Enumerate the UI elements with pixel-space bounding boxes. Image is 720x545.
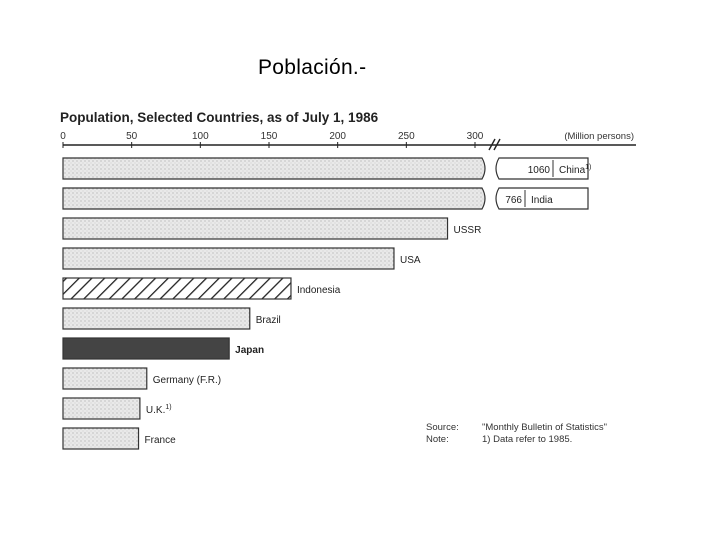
x-tick-label: 0 [60,131,66,142]
category-label: USSR [453,225,482,236]
source-text: "Monthly Bulletin of Statistics" [482,422,608,433]
note-text: 1) Data refer to 1985. [482,434,573,445]
unit-label: (Million persons) [564,131,634,142]
value-label: 1060 [527,165,550,176]
bar [63,278,291,299]
note-label: Note: [426,434,449,445]
category-label: China$^{1)}$ [559,164,592,176]
bar [63,428,139,449]
category-label: U.K.$^{1)}$ [145,404,172,416]
x-tick-label: 100 [191,131,209,142]
x-tick-label: 150 [260,131,278,142]
chart-title: Population, Selected Countries, as of July 1, 1986 [60,110,379,125]
slide-title: Población.- [258,56,367,79]
x-tick-label: 50 [126,131,138,142]
x-tick-label: 300 [466,131,484,142]
bars [63,158,591,449]
bar [63,398,140,419]
bar [63,158,485,179]
bar [63,218,448,239]
value-label: 766 [505,195,522,206]
bar [63,308,250,329]
x-tick-label: 250 [397,131,415,142]
x-tick-label: 200 [329,131,347,142]
bar [63,248,394,269]
source-label: Source: [426,422,459,433]
bar [63,338,229,359]
category-label: France [144,435,176,446]
footnote-marker: 1) [165,404,172,411]
category-label: Germany (F.R.) [152,375,222,386]
footnote-marker: 1) [585,164,592,171]
bar [63,188,485,209]
x-axis [60,131,636,150]
bar [63,368,147,389]
category-label: Japan [235,345,265,356]
category-label: India [531,195,553,206]
category-label: Brazil [255,315,281,326]
category-label: Indonesia [296,285,341,296]
category-label: USA [399,255,421,266]
